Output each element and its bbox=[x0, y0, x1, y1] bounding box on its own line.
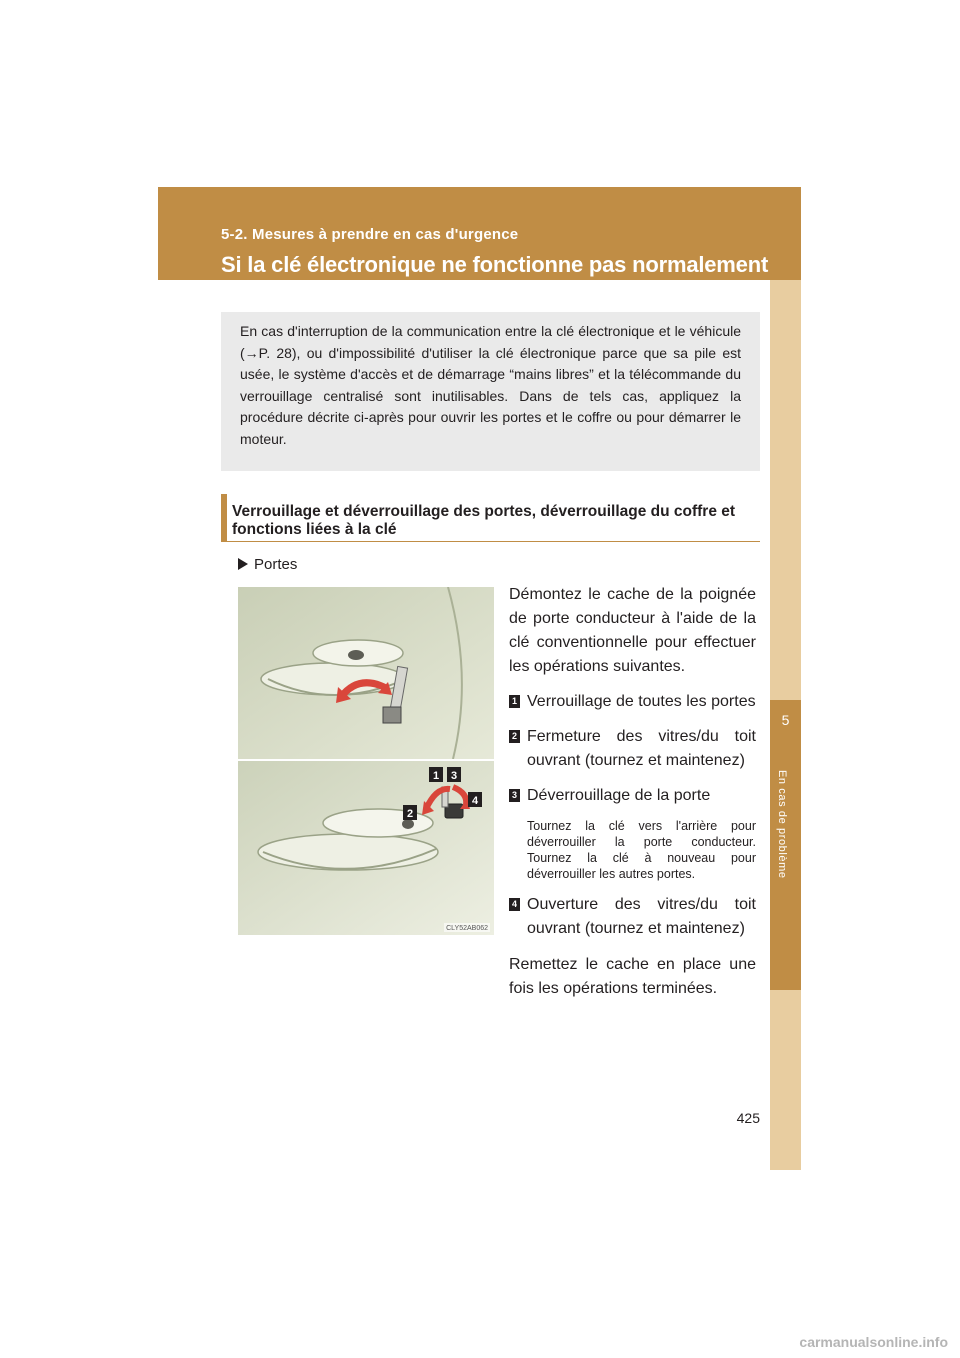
closing-text: Remettez le cache en place une fois les opérations terminées. bbox=[509, 956, 756, 997]
chapter-number: 5 bbox=[781, 712, 790, 728]
subheading-text: Verrouillage et déverrouillage des portes, déverrouillage du coffre et fonctions liées à la clé bbox=[232, 503, 736, 538]
door-handle-illustration bbox=[238, 587, 494, 935]
watermark: carmanualsonline.info bbox=[799, 1334, 948, 1350]
step-4-number: 4 bbox=[509, 898, 520, 911]
step-1-number: 1 bbox=[509, 695, 520, 708]
chapter-label: En cas de problème bbox=[776, 770, 788, 879]
step-3-note: Tournez la clé vers l'arrière pour déverrouiller la porte conducteur. Tournez la clé à nouveau pour déverrouiller les autres portes. bbox=[527, 819, 756, 881]
door-handle-figure bbox=[238, 587, 494, 935]
bullet-label: Portes bbox=[254, 556, 298, 573]
page-number: 425 bbox=[736, 1110, 760, 1126]
subheading bbox=[221, 494, 760, 542]
bullet-doors bbox=[238, 556, 297, 573]
step-4 bbox=[509, 893, 756, 941]
figure-label-3-text: 3 bbox=[450, 770, 458, 782]
step-2-label: Fermeture des vitres/du toit ouvrant (tournez et maintenez) bbox=[527, 728, 756, 769]
intro-text: En cas d'interruption de la communication entre la clé électronique et le véhicule (→P. 28), ou d'impossibilité d'utiliser la clé électronique parce que sa pile est usée, le système d'accès et de démarrage “mains libres” et la télécommande du verrouillage centralisé sont inutilisables. Dans de tels cas, appliquez la procédure décrite ci-après pour ouvrir les portes et le coffre ou pour démarrer le moteur. bbox=[240, 323, 741, 447]
figure-label-4-text: 4 bbox=[471, 795, 479, 807]
page-title: Si la clé électronique ne fonctionne pas normalement bbox=[221, 252, 769, 277]
body-intro: Démontez le cache de la poignée de porte conducteur à l'aide de la clé conventionnelle pour effectuer les opérations suivantes. bbox=[509, 586, 756, 675]
figure-code: CLY52AB062 bbox=[446, 925, 488, 932]
step-1 bbox=[509, 690, 756, 714]
step-2-number: 2 bbox=[509, 730, 520, 743]
step-3 bbox=[509, 784, 756, 808]
step-4-label: Ouverture des vitres/du toit ouvrant (tournez et maintenez) bbox=[527, 896, 756, 937]
step-1-label: Verrouillage de toutes les portes bbox=[527, 693, 756, 710]
step-3-label: Déverrouillage de la porte bbox=[527, 787, 711, 804]
section-label: 5-2. Mesures à prendre en cas d'urgence bbox=[221, 226, 519, 243]
figure-label-2-text: 2 bbox=[406, 808, 414, 820]
step-2 bbox=[509, 725, 756, 773]
step-3-number: 3 bbox=[509, 789, 520, 802]
intro-box bbox=[221, 312, 760, 471]
figure-label-1-text: 1 bbox=[432, 770, 440, 782]
body-text bbox=[509, 583, 756, 1001]
triangle-bullet-icon bbox=[238, 558, 248, 570]
